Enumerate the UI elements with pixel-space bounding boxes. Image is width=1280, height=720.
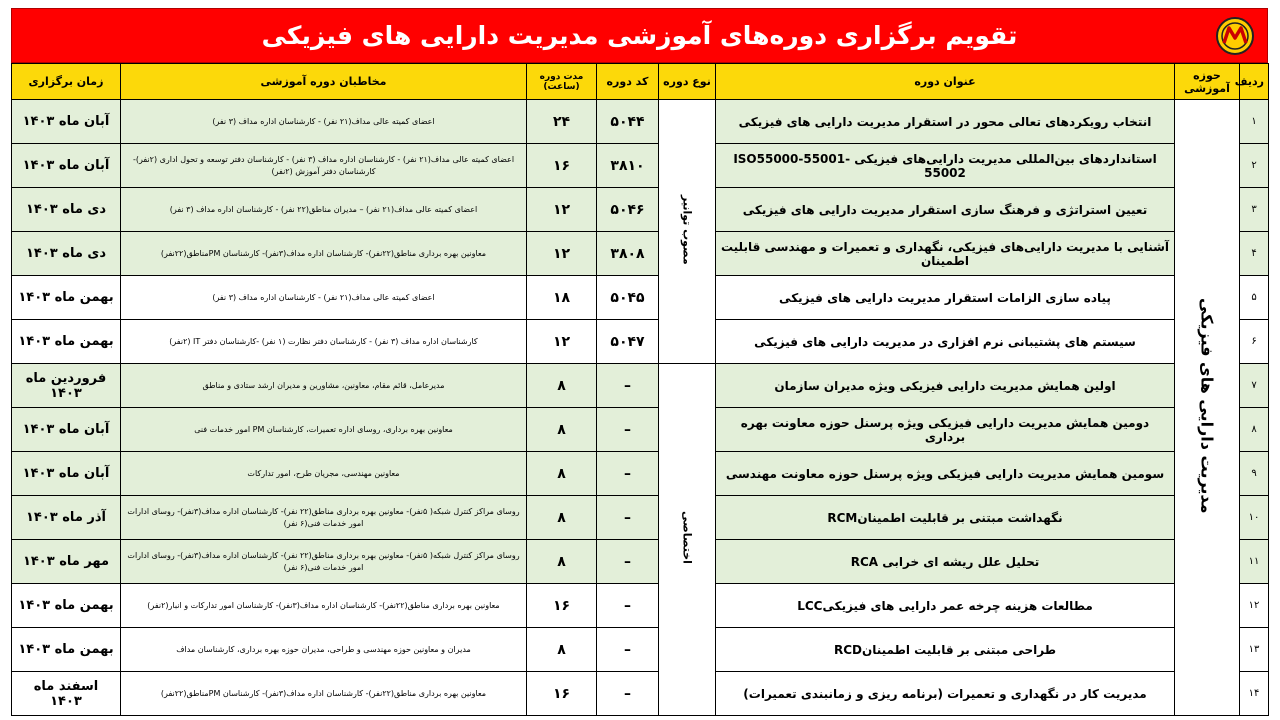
table-row [12, 584, 1269, 628]
course-time: بهمن ماه ۱۴۰۳ [12, 628, 121, 672]
course-audience: اعضای کمیته عالی مداف(۲۱ نفر) - کارشناسان اداره مداف (۳ نفر) - کارشناسان دفتر توسعه و تحول اداری (۲نفر)- کارشناسان دفتر آموزش (۲نفر) [121, 144, 527, 188]
course-title: استانداردهای بین‌المللی مدیریت دارایی‌های فیزیکی ISO55000-55001-55002 [716, 144, 1175, 188]
course-audience: کارشناسان اداره مداف (۳ نفر) - کارشناسان دفتر نظارت (۱ نفر) -کارشناسان دفتر IT (۲نفر) [121, 320, 527, 364]
course-duration: ۸ [527, 628, 597, 672]
row-number: ۷ [1240, 364, 1269, 408]
header-domain: حوزه آموزشی [1175, 64, 1240, 100]
row-number: ۱ [1240, 100, 1269, 144]
table-row [12, 276, 1269, 320]
course-audience: معاونین بهره برداری مناطق(۲۲نفر)- کارشناسان اداره مداف(۳نفر)- کارشناسان PMمناطق(۲۲نفر) [121, 672, 527, 716]
course-code: – [597, 408, 659, 452]
course-title: سومین همایش مدیریت دارایی فیزیکی ویژه پرسنل حوزه معاونت مهندسی [716, 452, 1175, 496]
course-title: تعیین استراتژی و فرهنگ سازی استقرار مدیریت دارایی های فیزیکی [716, 188, 1175, 232]
course-time: دی ماه ۱۴۰۳ [12, 232, 121, 276]
row-number: ۱۴ [1240, 672, 1269, 716]
course-time: اسفند ماه ۱۴۰۳ [12, 672, 121, 716]
course-code: ۵۰۴۶ [597, 188, 659, 232]
domain-label: مدیریت دارایی های فیزیکی [1197, 297, 1217, 514]
power-company-logo-icon [1215, 16, 1255, 56]
course-duration: ۸ [527, 408, 597, 452]
row-number: ۲ [1240, 144, 1269, 188]
course-code: ۵۰۴۵ [597, 276, 659, 320]
row-number: ۱۲ [1240, 584, 1269, 628]
course-duration: ۲۴ [527, 100, 597, 144]
table-row [12, 144, 1269, 188]
course-title: مطالعات هزینه چرخه عمر دارایی های فیزیکیLCC [716, 584, 1175, 628]
course-duration: ۸ [527, 540, 597, 584]
course-time: آبان ماه ۱۴۰۳ [12, 408, 121, 452]
course-duration: ۱۲ [527, 188, 597, 232]
course-audience: روسای مراکز کنترل شبکه( ۵نفر)- معاونین بهره برداری مناطق(۲۲ نفر)- کارشناسان اداره مداف(۳نفر)- روسای ادارات امور خدمات فنی(۶ نفر) [121, 496, 527, 540]
row-number: ۱۱ [1240, 540, 1269, 584]
course-table [11, 63, 1269, 716]
course-title: نگهداشت مبتنی بر قابلیت اطمینانRCM [716, 496, 1175, 540]
course-audience: معاونین بهره برداری مناطق(۲۲نفر)- کارشناسان اداره مداف(۳نفر)- کارشناسان امور تدارکات و انبار(۲نفر) [121, 584, 527, 628]
header-title: عنوان دوره [716, 64, 1175, 100]
course-title: اولین همایش مدیریت دارایی فیزیکی ویژه مدیران سازمان [716, 364, 1175, 408]
course-time: بهمن ماه ۱۴۰۳ [12, 584, 121, 628]
table-row [12, 408, 1269, 452]
course-duration: ۸ [527, 496, 597, 540]
course-title: دومین همایش مدیریت دارایی فیزیکی ویژه پرسنل حوزه معاونت بهره برداری [716, 408, 1175, 452]
course-code: – [597, 628, 659, 672]
course-time: آبان ماه ۱۴۰۳ [12, 452, 121, 496]
row-number: ۱۳ [1240, 628, 1269, 672]
course-title: تحلیل علل ریشه ای خرابی RCA [716, 540, 1175, 584]
course-title: طراحی مبتنی بر قابلیت اطمینانRCD [716, 628, 1175, 672]
row-number: ۹ [1240, 452, 1269, 496]
course-time: آبان ماه ۱۴۰۳ [12, 100, 121, 144]
course-type-cell [659, 100, 716, 364]
course-duration: ۸ [527, 452, 597, 496]
header-duration: مدت دوره (ساعت) [527, 64, 597, 100]
course-code: – [597, 364, 659, 408]
row-number: ۴ [1240, 232, 1269, 276]
course-duration: ۸ [527, 364, 597, 408]
table-row [12, 232, 1269, 276]
table-row [12, 540, 1269, 584]
course-code: ۳۸۰۸ [597, 232, 659, 276]
course-code: – [597, 584, 659, 628]
table-row [12, 452, 1269, 496]
course-audience: معاونین بهره برداری مناطق(۲۲نفر)- کارشناسان اداره مداف(۳نفر)- کارشناسان PMمناطق(۲۲نفر) [121, 232, 527, 276]
header-type: نوع دوره [659, 64, 716, 100]
table-row [12, 364, 1269, 408]
course-type-label: مصوب توانیر [680, 194, 694, 265]
course-audience: اعضای کمیته عالی مداف(۲۱ نفر) - کارشناسان اداره مداف (۳ نفر) [121, 276, 527, 320]
course-audience: مدیرعامل، قائم مقام، معاونین، مشاورین و مدیران ارشد ستادی و مناطق [121, 364, 527, 408]
course-code: ۵۰۴۷ [597, 320, 659, 364]
course-code: ۵۰۴۴ [597, 100, 659, 144]
course-code: – [597, 496, 659, 540]
table-row [12, 100, 1269, 144]
row-number: ۶ [1240, 320, 1269, 364]
course-time: بهمن ماه ۱۴۰۳ [12, 276, 121, 320]
course-code: – [597, 540, 659, 584]
course-audience: اعضای کمیته عالی مداف(۲۱ نفر) – مدیران مناطق(۲۲ نفر) - کارشناسان اداره مداف (۳ نفر) [121, 188, 527, 232]
course-code: – [597, 672, 659, 716]
table-body [12, 100, 1269, 716]
course-title: آشنایی با مدیریت دارایی‌های فیزیکی، نگهداری و تعمیرات و مهندسی قابلیت اطمینان [716, 232, 1175, 276]
course-code: – [597, 452, 659, 496]
page-title: تقویم برگزاری دوره‌های آموزشی مدیریت دارایی های فیزیکی [261, 21, 1018, 50]
course-audience: مدیران و معاونین حوزه مهندسی و طراحی، مدیران حوزه بهره برداری، کارشناسان مداف [121, 628, 527, 672]
table-row [12, 496, 1269, 540]
row-number: ۳ [1240, 188, 1269, 232]
course-time: آبان ماه ۱۴۰۳ [12, 144, 121, 188]
row-number: ۱۰ [1240, 496, 1269, 540]
header-time: زمان برگزاری [12, 64, 121, 100]
domain-cell [1175, 100, 1240, 716]
course-type-cell [659, 364, 716, 716]
table-row [12, 320, 1269, 364]
course-title: سیستم های پشتیبانی نرم افزاری در مدیریت دارایی های فیزیکی [716, 320, 1175, 364]
course-time: دی ماه ۱۴۰۳ [12, 188, 121, 232]
course-duration: ۱۲ [527, 232, 597, 276]
header-code: کد دوره [597, 64, 659, 100]
course-audience: اعضای کمیته عالی مداف(۲۱ نفر) - کارشناسان اداره مداف (۳ نفر) [121, 100, 527, 144]
header-row-number: ردیف [1240, 64, 1269, 100]
course-duration: ۱۶ [527, 584, 597, 628]
course-time: بهمن ماه ۱۴۰۳ [12, 320, 121, 364]
course-type-label: اختصاصی [680, 511, 694, 564]
table-row [12, 188, 1269, 232]
course-title: انتخاب رویکردهای تعالی محور در استقرار مدیریت دارایی های فیزیکی [716, 100, 1175, 144]
course-duration: ۱۸ [527, 276, 597, 320]
course-title: پیاده سازی الزامات استقرار مدیریت دارایی های فیزیکی [716, 276, 1175, 320]
table-row [12, 672, 1269, 716]
header-row [12, 64, 1269, 100]
course-duration: ۱۶ [527, 144, 597, 188]
course-audience: معاونین مهندسی، مجریان طرح، امور تدارکات [121, 452, 527, 496]
course-code: ۳۸۱۰ [597, 144, 659, 188]
row-number: ۵ [1240, 276, 1269, 320]
course-audience: روسای مراکز کنترل شبکه( ۵نفر)- معاونین بهره برداری مناطق(۲۲ نفر)- کارشناسان اداره مداف(۳نفر)- روسای ادارات امور خدمات فنی(۶ نفر) [121, 540, 527, 584]
course-time: فروردین ماه ۱۴۰۳ [12, 364, 121, 408]
table-row [12, 628, 1269, 672]
header-audience: مخاطبان دوره آموزشی [121, 64, 527, 100]
course-title: مدیریت کار در نگهداری و تعمیرات (برنامه ریزی و زمانبندی تعمیرات) [716, 672, 1175, 716]
course-duration: ۱۶ [527, 672, 597, 716]
course-time: آذر ماه ۱۴۰۳ [12, 496, 121, 540]
row-number: ۸ [1240, 408, 1269, 452]
title-bar [11, 8, 1268, 63]
course-time: مهر ماه ۱۴۰۳ [12, 540, 121, 584]
course-audience: معاونین بهره برداری، روسای اداره تعمیرات، کارشناسان PM امور خدمات فنی [121, 408, 527, 452]
course-duration: ۱۲ [527, 320, 597, 364]
